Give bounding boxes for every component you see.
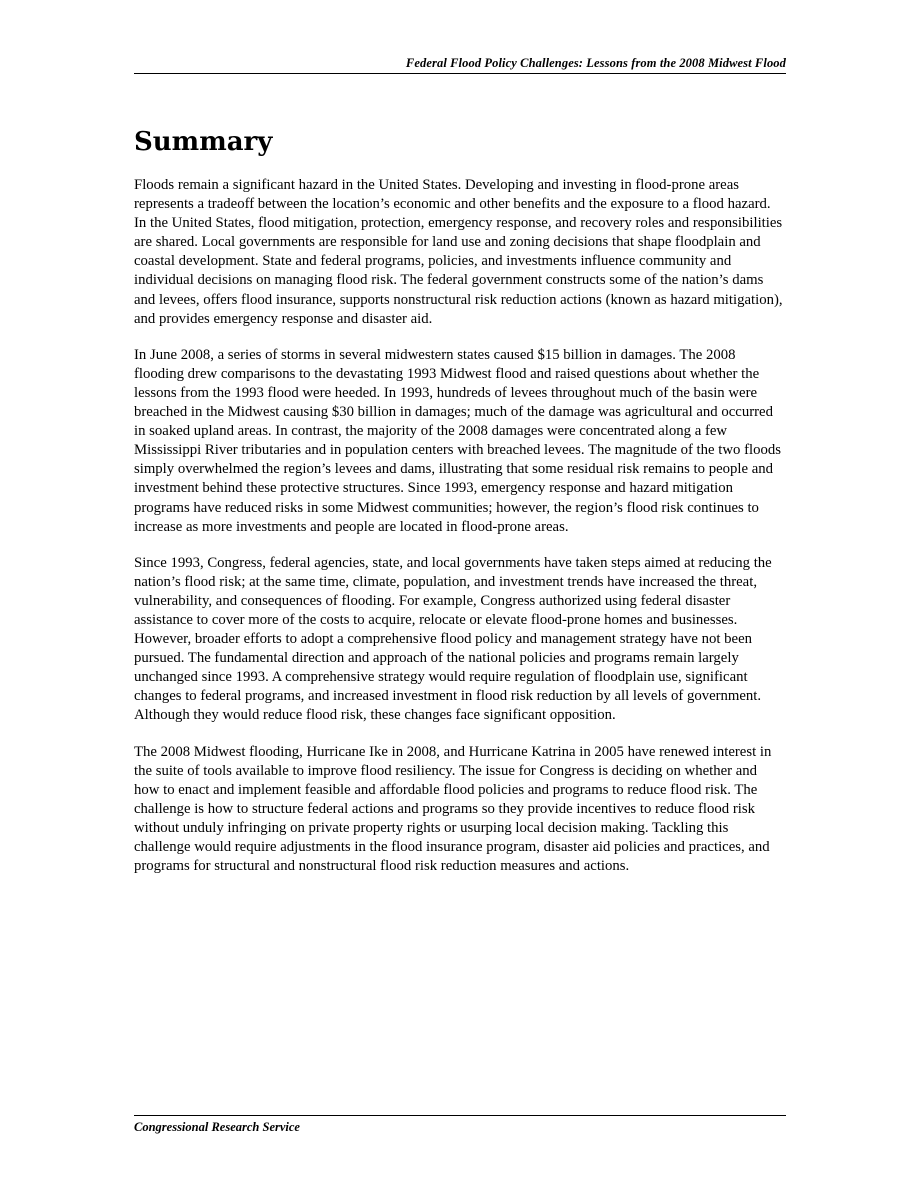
summary-paragraph: The 2008 Midwest flooding, Hurricane Ike in 2008, and Hurricane Katrina in 2005 have renewed interest in the suite of tools available to improve flood resiliency. The issue for Congress is deciding on whether and how to enact and implement feasible and affordable flood policies and programs to reduce flood risk. The challenge is how to structure federal actions and programs so they provide incentives to reduce flood risk without unduly infringing on private property rights or usurping local decision making. Tackling this challenge would require adjustments in the flood insurance program, disaster aid policies and practices, and programs for structural and nonstructural flood risk reduction measures and actions.: [134, 743, 772, 875]
summary-paragraph: Floods remain a significant hazard in the United States. Developing and investing in flood-prone areas represents a tradeoff between the location’s economic and other benefits and the exposure to a flood hazard. In the United States, flood mitigation, protection, emergency response, and recovery roles and responsibilities are shared. Local governments are responsible for land use and zoning decisions that shape floodplain and coastal development. State and federal programs, policies, and investments influence community and individual decisions on managing flood risk. The federal government constructs some of the nation’s dams and levees, offers flood insurance, supports nonstructural risk reduction actions (known as hazard mitigation), and provides emergency response and disaster aid.: [134, 177, 783, 327]
header-divider: [134, 73, 786, 74]
running-footer: Congressional Research Service: [134, 1120, 300, 1134]
footer-divider: [134, 1115, 786, 1116]
summary-paragraph: Since 1993, Congress, federal agencies, state, and local governments have taken steps aimed at reducing the nation’s flood risk; at the same time, climate, population, and investment trends have increased the threat, vulnerability, and consequences of flooding. For example, Congress authorized using federal disaster assistance to cover more of the costs to acquire, relocate or elevate flood-prone homes and businesses. However, broader efforts to adopt a comprehensive flood policy and management strategy have not been pursued. The fundamental direction and approach of the national policies and programs remain largely unchanged since 1993. A comprehensive strategy would require regulation of floodplain use, significant changes to federal programs, and increased investment in flood risk reduction by all levels of government. Although they would reduce flood risk, these changes face significant opposition.: [134, 554, 772, 724]
summary-paragraph: In June 2008, a series of storms in several midwestern states caused $15 billion in damages. The 2008 flooding drew comparisons to the devastating 1993 Midwest flood and raised questions about whether the lessons from the 1993 flood were heeded. In 1993, hundreds of levees throughout much of the basin were breached in the Midwest causing $30 billion in damages; much of the damage was agricultural and occurred in soaked upland areas. In contrast, the majority of the 2008 damages were concentrated along a few Mississippi River tributaries and in population centers with breached levees. The magnitude of the two floods simply overwhelmed the region’s levees and dams, illustrating that some residual risk remains to people and investment behind these protective structures. Since 1993, emergency response and hazard mitigation programs have reduced risks in some Midwest communities; however, the region’s flood risk continues to increase as more investments and people are located in flood-prone areas.: [134, 346, 781, 535]
page-title: Summary: [134, 127, 273, 157]
running-header: Federal Flood Policy Challenges: Lessons from the 2008 Midwest Flood: [405, 56, 786, 70]
summary-body: [134, 176, 786, 893]
